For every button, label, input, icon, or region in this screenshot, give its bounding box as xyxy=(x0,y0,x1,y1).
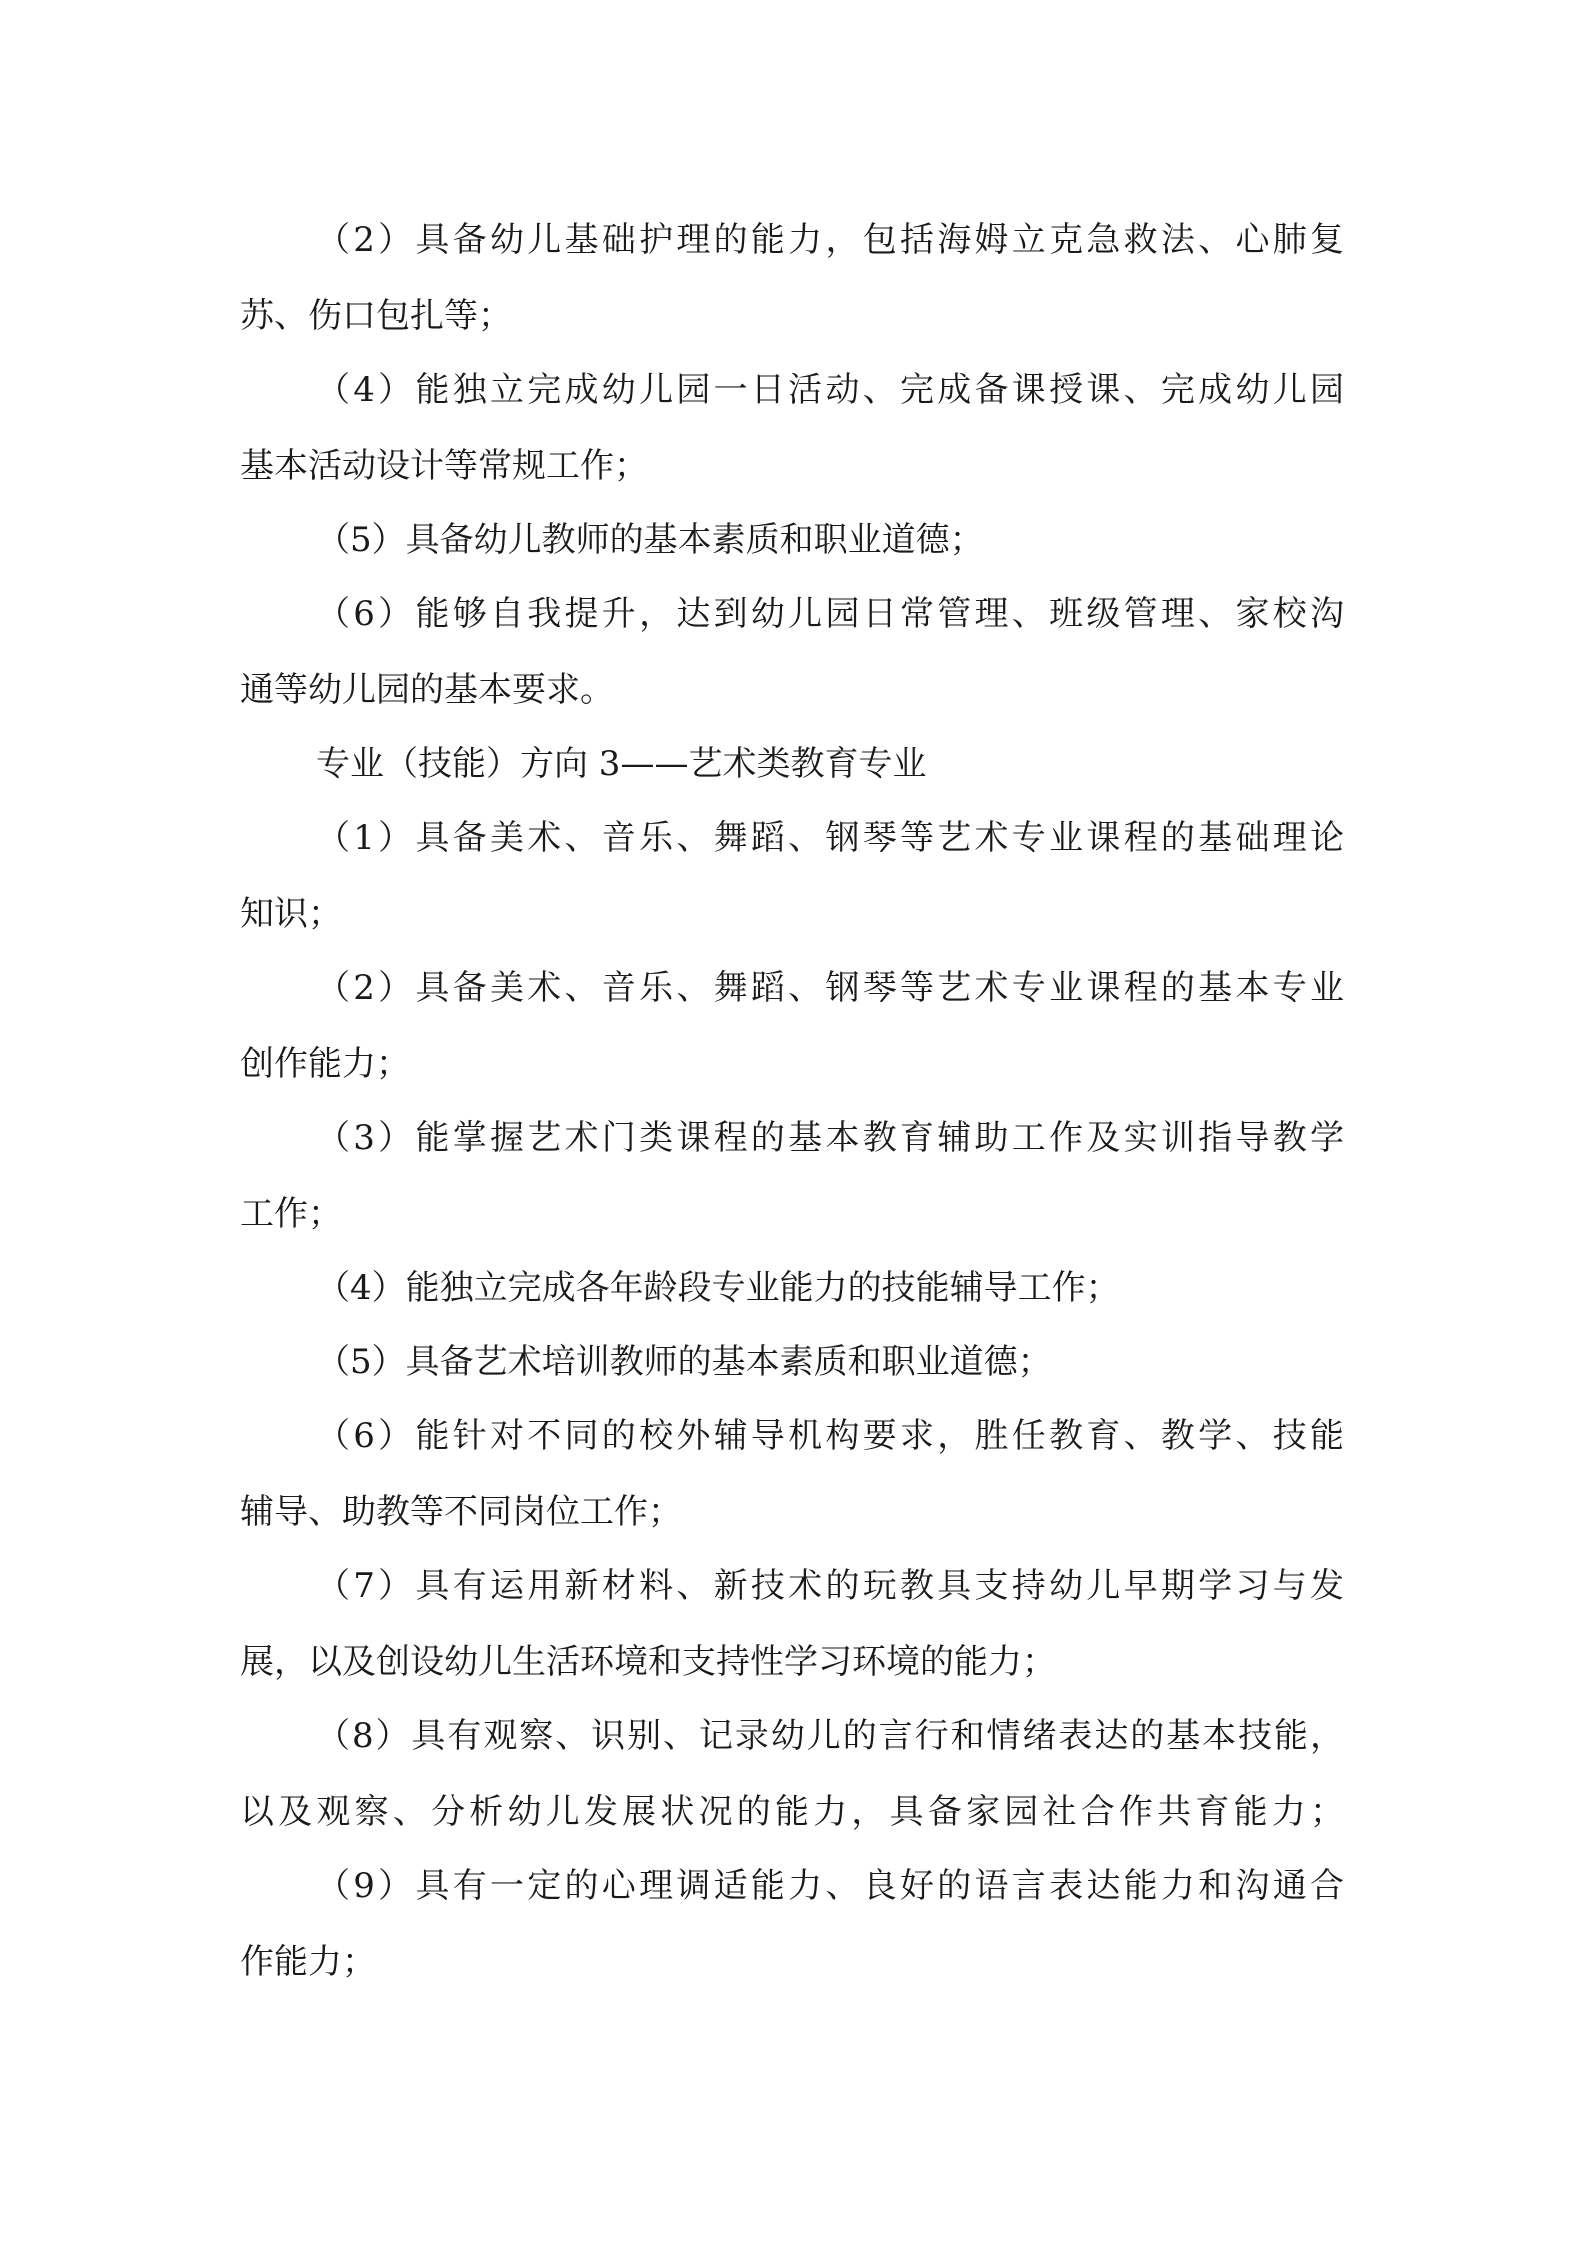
paragraph-line: 展，以及创设幼儿生活环境和支持性学习环境的能力； xyxy=(240,1642,1056,1682)
paragraph-line: （1）具备美术、音乐、舞蹈、钢琴等艺术专业课程的基础理论 xyxy=(316,818,1344,858)
paragraph-line: 创作能力； xyxy=(240,1044,410,1084)
section-heading: 专业（技能）方向 3——艺术类教育专业 xyxy=(316,744,927,784)
paragraph-line: （4）能独立完成各年龄段专业能力的技能辅导工作； xyxy=(316,1268,1120,1308)
paragraph-line: 基本活动设计等常规工作； xyxy=(240,446,648,486)
paragraph-line: （4）能独立完成幼儿园一日活动、完成备课授课、完成幼儿园 xyxy=(316,370,1344,410)
paragraph-line: （7）具有运用新材料、新技术的玩教具支持幼儿早期学习与发 xyxy=(316,1566,1344,1606)
paragraph-line: （2）具备美术、音乐、舞蹈、钢琴等艺术专业课程的基本专业 xyxy=(316,968,1344,1008)
paragraph-line: 苏、伤口包扎等； xyxy=(240,296,512,336)
paragraph-line: （3）能掌握艺术门类课程的基本教育辅助工作及实训指导教学 xyxy=(316,1118,1344,1158)
paragraph-line: 通等幼儿园的基本要求。 xyxy=(240,670,614,710)
paragraph-line: 以及观察、分析幼儿发展状况的能力，具备家园社合作共育能力； xyxy=(240,1792,1344,1832)
paragraph-line: 工作； xyxy=(240,1194,342,1234)
paragraph-line: （2）具备幼儿基础护理的能力，包括海姆立克急救法、心肺复 xyxy=(316,220,1344,260)
paragraph-line: （6）能针对不同的校外辅导机构要求，胜任教育、教学、技能 xyxy=(316,1416,1344,1456)
paragraph-line: （9）具有一定的心理调适能力、良好的语言表达能力和沟通合 xyxy=(316,1866,1344,1906)
paragraph-line: 作能力； xyxy=(240,1942,376,1982)
paragraph-line: （5）具备艺术培训教师的基本素质和职业道德； xyxy=(316,1342,1052,1382)
paragraph-line: （5）具备幼儿教师的基本素质和职业道德； xyxy=(316,520,984,560)
paragraph-line: （8）具有观察、识别、记录幼儿的言行和情绪表达的基本技能， xyxy=(316,1716,1344,1756)
paragraph-line: 辅导、助教等不同岗位工作； xyxy=(240,1492,682,1532)
paragraph-line: 知识； xyxy=(240,894,342,934)
paragraph-line: （6）能够自我提升，达到幼儿园日常管理、班级管理、家校沟 xyxy=(316,594,1344,634)
